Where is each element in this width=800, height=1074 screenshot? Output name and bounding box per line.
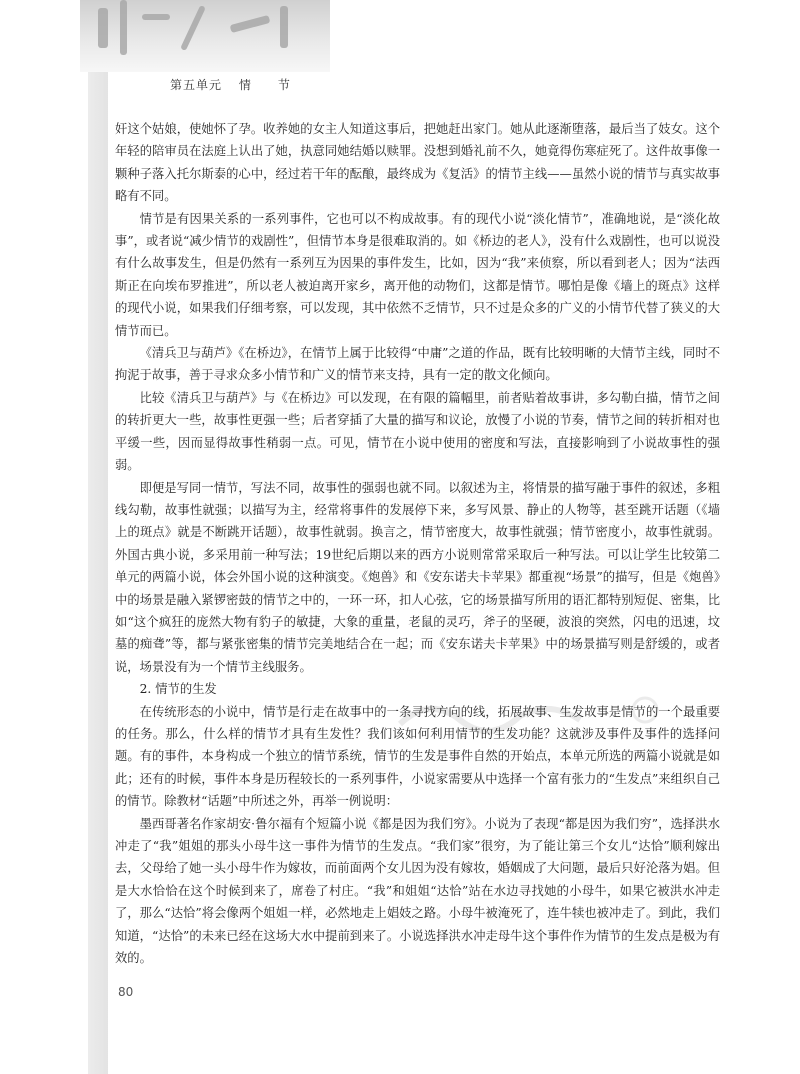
paragraph: 即便是写同一情节，写法不同，故事性的强弱也就不同。以叙述为主，将情景的描写融于事件的叙述，多粗线勾勒，故事性就强；以描写为主，经常将事件的发展停下来，多写风景、静止的人物等，甚至跳开话题（《墙上的斑点》就是不断跳开话题），故事性就弱。换言之，情节密度大，故事性就强；情节密度小，故事性就弱。外国古典小说，多采用前一种写法；19世纪后期以来的西方小说则常常采取后一种写法。可以让学生比较第二单元的两篇小说，体会外国小说的这种演变。《炮兽》和《安东诺夫卡苹果》都重视“场景”的描写，但是《炮兽》中的场景是融入紧锣密鼓的情节之中的，一环一环，扣人心弦，它的场景描写所用的语汇都特别短促、密集，比如“这个疯狂的庞然大物有豹子的敏捷，大象的重量，老鼠的灵巧，斧子的坚硬，波浪的突然，闪电的迅速，坟墓的痴聋”等，都与紧张密集的情节完美地结合在一起；而《安东诺夫卡苹果》中的场景描写则是舒缓的，或者说，场景没有为一个情节主线服务。 bbox=[115, 480, 720, 674]
header-decoration bbox=[80, 0, 330, 72]
running-header bbox=[170, 76, 303, 93]
page-number: 80 bbox=[118, 985, 134, 999]
paragraph: 情节是有因果关系的一系列事件，它也可以不构成故事。有的现代小说“淡化情节”，准确地说，是“淡化故事”，或者说“减少情节的戏剧性”，但情节本身是很难取消的。如《桥边的老人》，没有什么戏剧性，也可以说没有什么故事发生，但是仍然有一系列互为因果的事件发生，比如，因为“我”来侦察，所以看到老人；因为“法西斯正在向埃布罗推进”，所以老人被迫离开家乡，离开他的动物们，这都是情节。哪怕是像《墙上的斑点》这样的现代小说，如果我们仔细考察，可以发现，其中依然不乏情节，只不过是众多的广义的小情节代替了狭义的大情节而已。 bbox=[115, 211, 720, 338]
unit-label: 第五单元 bbox=[170, 78, 223, 92]
section-heading: 2. 情节的生发 bbox=[139, 682, 217, 697]
chapter-title: 情 节 bbox=[238, 78, 291, 92]
margin-strip bbox=[88, 0, 108, 1074]
paragraph: 比较《清兵卫与葫芦》与《在桥边》可以发现，在有限的篇幅里，前者贴着故事讲，多勾勒白描，情节之间的转折更大一些，故事性更强一些；后者穿插了大量的描写和议论，放慢了小说的节奏，情节之间的转折相对也平缓一些，因而显得故事性稍弱一点。可见，情节在小说中使用的密度和写法，直接影响到了小说故事性的强弱。 bbox=[115, 390, 720, 473]
paragraph: 墨西哥著名作家胡安·鲁尔福有个短篇小说《都是因为我们穷》。小说为了表现“都是因为我们穷”，选择洪水冲走了“我”姐姐的那头小母牛这一事件为情节的生发点。“我们家”很穷，为了能让第三个女儿“达恰”顺利嫁出去，父母给了她一头小母牛作为嫁妆，而前面两个女儿因为没有嫁妆，婚姻成了大问题，最后只好沦落为娼。但是大水恰恰在这个时候到来了，席卷了村庄。“我”和姐姐“达恰”站在水边寻找她的小母牛，如果它被洪水冲走了，那么“达恰”将会像两个姐姐一样，必然地走上娼妓之路。小母牛被淹死了，连牛犊也被冲走了。到此，我们知道，“达恰”的未来已经在这场大水中提前到来了。小说选择洪水冲走母牛这个事件作为情节的生发点是极为有效的。 bbox=[115, 816, 720, 966]
paragraph: 《清兵卫与葫芦》《在桥边》，在情节上属于比较得“中庸”之道的作品，既有比较明晰的大情节主线，同时不拘泥于故事，善于寻求众多小情节和广义的情节来支持，具有一定的散文化倾向。 bbox=[115, 346, 720, 383]
paragraph: 在传统形态的小说中，情节是行走在故事中的一条寻找方向的线，拓展故事、生发故事是情节的一个最重要的任务。那么，什么样的情节才具有生发性？我们该如何利用情节的生发功能？这就涉及事件及事件的选择问题。有的事件，本身构成一个独立的情节系统，情节的生发是事件自然的开始点，本单元所选的两篇小说就是如此；还有的时候，事件本身是历程较长的一系列事件，小说家需要从中选择一个富有张力的“生发点”来组织自己的情节。除教材“话题”中所述之外，再举一例说明： bbox=[115, 704, 720, 809]
paragraph-continued: 奸这个姑娘，使她怀了孕。收养她的女主人知道这事后，把她赶出家门。她从此逐渐堕落，最后当了妓女。这个年轻的陪审员在法庭上认出了她，执意同她结婚以赎罪。没想到婚礼前不久，她竟得伤寒症死了。这件故事像一颗种子落入托尔斯泰的心中，经过若干年的酝酿，最终成为《复活》的情节主线——虽然小说的情节与真实故事略有不同。 bbox=[115, 122, 720, 204]
body-text bbox=[115, 118, 720, 969]
